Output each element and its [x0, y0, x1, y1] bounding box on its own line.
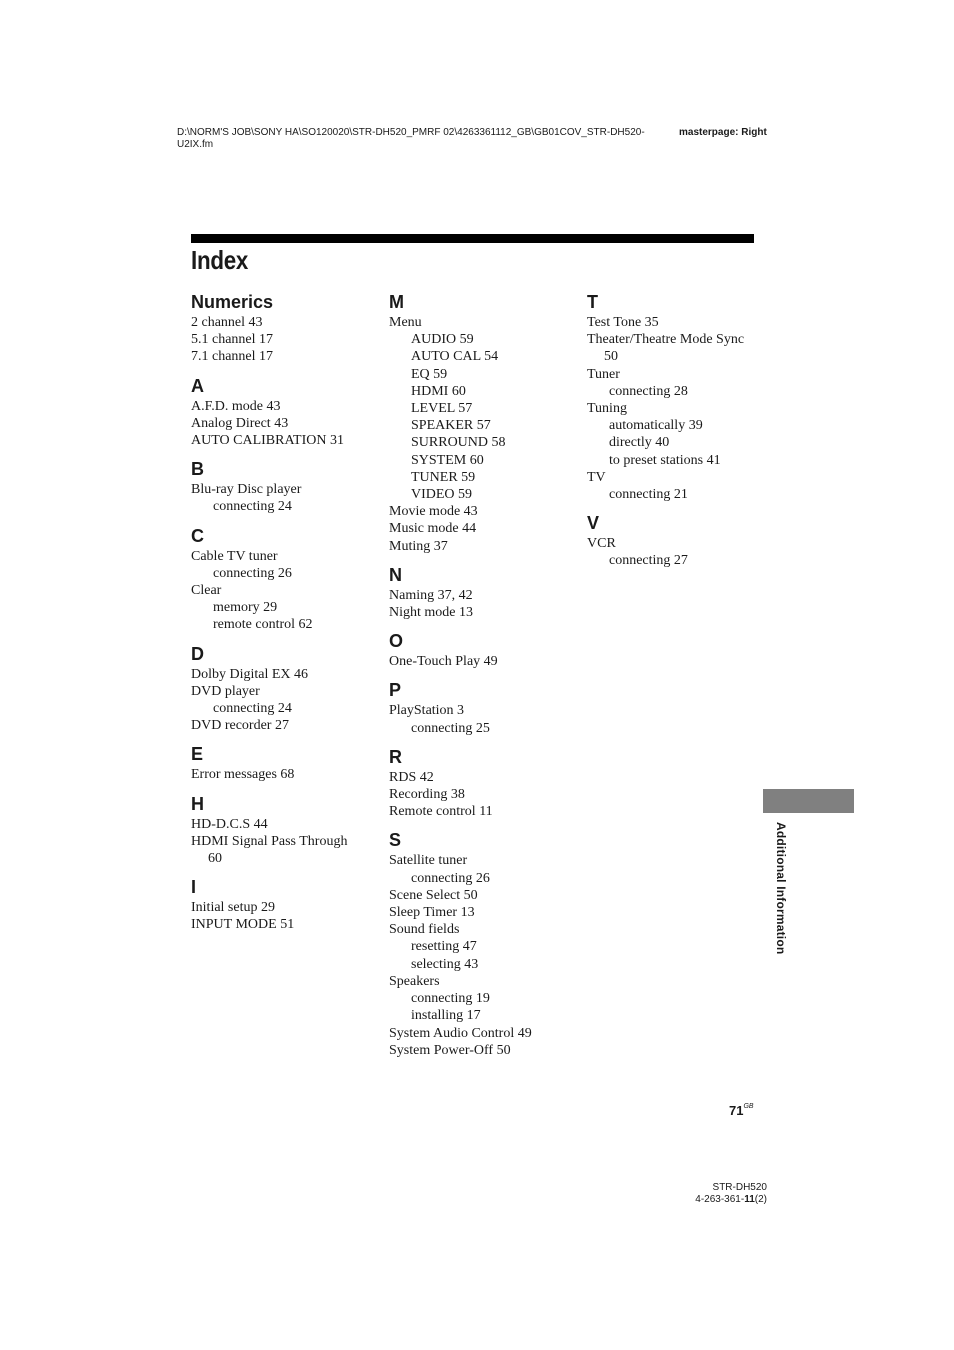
index-entry: System Power-Off 50 [389, 1042, 511, 1058]
section-heading: O [389, 631, 404, 652]
index-section [389, 828, 579, 1058]
index-entry: Music mode 44 [389, 521, 477, 537]
section-heading: A [191, 375, 204, 396]
index-section [389, 629, 579, 670]
index-entry: Error messages 68 [191, 767, 295, 783]
index-entry: RDS 42 [389, 769, 434, 785]
index-entry: Dolby Digital EX 46 [191, 666, 309, 682]
index-column-1 [191, 290, 381, 942]
index-column-2 [389, 290, 579, 1067]
index-entry: A.F.D. mode 43 [191, 398, 281, 414]
index-entry: Blu-ray Disc player [191, 482, 302, 498]
index-entry: Sound fields [389, 922, 460, 938]
masterpage-label: masterpage: Right [679, 127, 767, 138]
index-section [191, 642, 381, 735]
index-subentry: EQ 59 [411, 366, 448, 382]
index-entry: Muting 37 [389, 538, 448, 554]
footer-code-bold: 11 [744, 1194, 755, 1205]
section-heading: S [389, 830, 402, 851]
footer-code [695, 1194, 767, 1206]
index-subentry: remote control 62 [213, 617, 313, 633]
footer-model: STR-DH520 [712, 1182, 767, 1193]
index-entry: Recording 38 [389, 787, 465, 803]
title-rule [191, 234, 754, 243]
index-subentry: AUTO CAL 54 [411, 349, 499, 365]
index-subentry: selecting 43 [411, 956, 479, 972]
index-section [191, 457, 381, 515]
index-entry: Test Tone 35 [587, 315, 659, 330]
footer-code-suffix: (2) [754, 1194, 767, 1205]
index-subentry: installing 17 [411, 1008, 481, 1024]
index-entry: PlayStation 3 [389, 703, 465, 719]
index-subentry: connecting 21 [609, 487, 688, 503]
index-subentry: automatically 39 [609, 418, 703, 434]
index-subentry: TUNER 59 [411, 469, 476, 485]
index-section [191, 792, 381, 868]
index-entry: Tuning [587, 401, 627, 417]
index-subentry: HDMI 60 [411, 383, 466, 399]
index-section [587, 511, 777, 569]
index-entry: DVD player [191, 683, 260, 699]
index-entry: System Audio Control 49 [389, 1025, 532, 1041]
index-subentry: directly 40 [609, 435, 670, 451]
index-subentry: memory 29 [213, 600, 278, 616]
section-tab-bar [763, 789, 854, 813]
index-entry: HD-D.C.S 44 [191, 816, 268, 832]
index-subentry: connecting 26 [411, 870, 490, 886]
section-heading: I [191, 877, 197, 898]
index-entry: TV [587, 469, 606, 485]
index-entry: Analog Direct 43 [191, 415, 289, 431]
index-entry: INPUT MODE 51 [191, 917, 295, 933]
section-heading: E [191, 744, 204, 765]
index-entry: Satellite tuner [389, 853, 468, 869]
index-entry: 5.1 channel 17 [191, 332, 274, 348]
index-subentry: connecting 25 [411, 720, 490, 736]
index-entry: Scene Select 50 [389, 887, 478, 903]
index-subentry: connecting 28 [609, 383, 688, 399]
index-subentry: connecting 24 [213, 499, 292, 515]
section-heading: M [389, 292, 404, 312]
index-section [191, 290, 381, 366]
index-entry: Sleep Timer 13 [389, 905, 475, 921]
index-section [389, 290, 579, 555]
index-entry: Theater/Theatre Mode Sync [587, 332, 745, 348]
section-heading: B [191, 459, 204, 480]
index-entry: One-Touch Play 49 [389, 654, 498, 670]
footer [695, 1182, 767, 1206]
index-subentry: AUDIO 59 [411, 332, 474, 348]
index-subentry: LEVEL 57 [411, 401, 473, 417]
section-heading: T [587, 292, 598, 312]
section-heading: C [191, 525, 204, 546]
section-tab-label: Additional Information [774, 822, 788, 955]
index-subentry: to preset stations 41 [609, 452, 721, 468]
index-entry: Remote control 11 [389, 804, 493, 820]
index-entry: Naming 37, 42 [389, 587, 473, 603]
index-entry: AUTO CALIBRATION 31 [191, 433, 344, 449]
index-subentry: SPEAKER 57 [411, 418, 491, 434]
index-section [389, 563, 579, 621]
page-number [729, 1103, 754, 1118]
index-entry: HDMI Signal Pass Through [191, 833, 348, 849]
index-subentry: SURROUND 58 [411, 435, 506, 451]
footer-code-prefix: 4-263-361- [695, 1194, 745, 1205]
section-heading: H [191, 793, 204, 814]
index-subentry: connecting 19 [411, 991, 490, 1007]
index-entry: Night mode 13 [389, 605, 473, 621]
section-heading: R [389, 746, 402, 767]
index-section [191, 742, 381, 783]
index-subentry: resetting 47 [411, 939, 477, 955]
index-entry: Movie mode 43 [389, 504, 478, 520]
index-column-3 [587, 290, 777, 578]
index-entry: 50 [604, 349, 618, 365]
index-section [587, 290, 777, 503]
page-number-suffix: GB [743, 1103, 754, 1110]
index-subentry: connecting 24 [213, 701, 292, 717]
index-entry: Clear [191, 583, 222, 599]
page-title: Index [191, 245, 249, 275]
index-subentry: connecting 26 [213, 565, 292, 581]
index-section [191, 524, 381, 634]
index-section [191, 374, 381, 450]
file-path-header: D:\NORM'S JOB\SONY HA\SO120020\STR-DH520_PMRF 02\4263361112_GB\GB01COV_STR-DH520-U2IX.fm [177, 127, 645, 150]
section-heading: P [389, 680, 402, 701]
index-entry: Initial setup 29 [191, 900, 275, 916]
index-entry: 2 channel 43 [191, 315, 263, 330]
index-section [389, 678, 579, 736]
index-entry: 60 [208, 851, 222, 867]
index-entry: Speakers [389, 973, 440, 989]
section-heading: V [587, 513, 600, 534]
index-entry: Tuner [587, 366, 620, 382]
index-entry: 7.1 channel 17 [191, 349, 274, 365]
section-heading: Numerics [191, 292, 274, 312]
index-subentry: connecting 27 [609, 553, 688, 569]
section-heading: N [389, 564, 402, 585]
index-subentry: SYSTEM 60 [411, 452, 484, 468]
index-entry: Menu [389, 315, 422, 330]
index-section [191, 875, 381, 933]
index-entry: VCR [587, 536, 616, 552]
page-number-value: 71 [729, 1103, 744, 1118]
index-entry: DVD recorder 27 [191, 718, 289, 734]
index-section [389, 745, 579, 821]
section-heading: D [191, 643, 204, 664]
index-entry: Cable TV tuner [191, 548, 278, 564]
index-subentry: VIDEO 59 [411, 487, 473, 503]
